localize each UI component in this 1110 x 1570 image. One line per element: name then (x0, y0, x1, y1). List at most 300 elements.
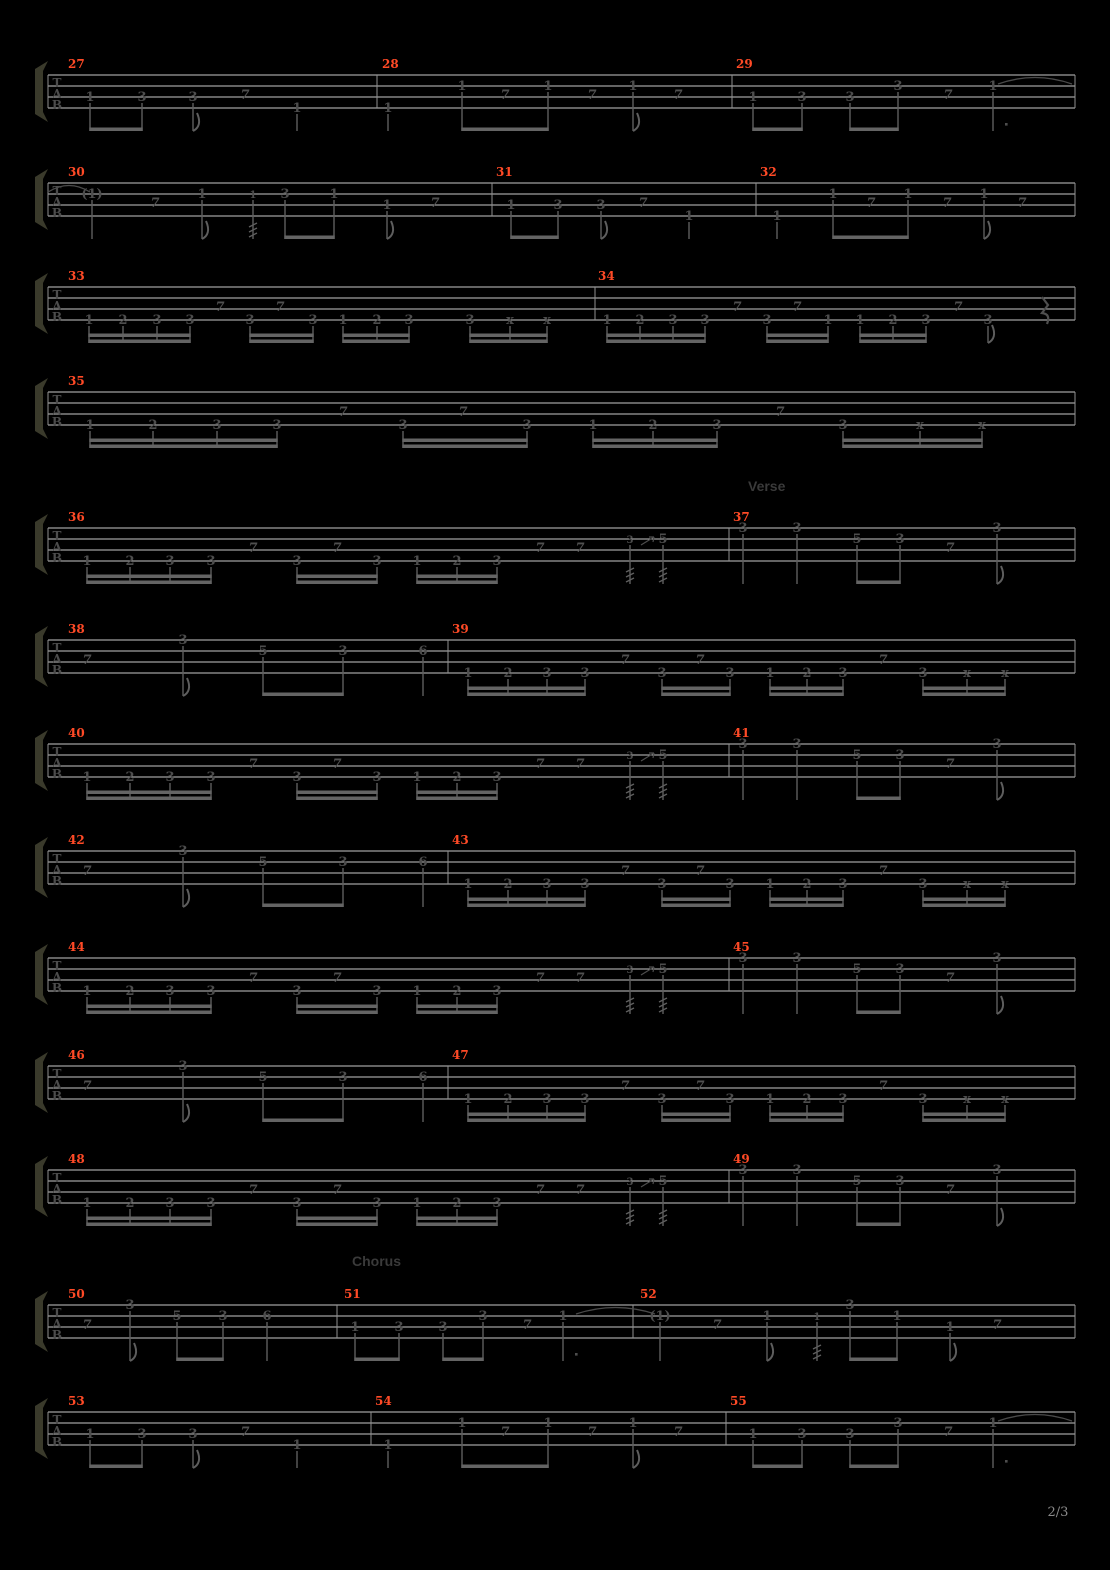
beam (86, 581, 211, 585)
fret-number: 3 (292, 770, 302, 785)
fret-number: 1 (292, 101, 302, 116)
beam (86, 1223, 211, 1227)
rest-eighth: 7 (248, 971, 258, 986)
beam (262, 1119, 343, 1123)
fret-number: 3 (725, 877, 735, 892)
tie (576, 1308, 655, 1315)
fret-number: 2 (125, 770, 135, 785)
fret-number: 2 (635, 313, 645, 328)
measure-number: 41 (733, 726, 750, 740)
flag (193, 1450, 199, 1468)
fret-number: 3 (206, 770, 216, 785)
fret-number: 2 (503, 1092, 513, 1107)
beam (262, 904, 343, 908)
beam (766, 340, 828, 344)
beam (766, 334, 828, 338)
rest-eighth: 7 (332, 971, 342, 986)
fret-number: 1 (82, 770, 92, 785)
measure-number: 27 (68, 57, 85, 71)
tab-system-1 (35, 57, 1075, 131)
fret-number: 3 (137, 1427, 147, 1442)
rest-eighth: 7 (338, 405, 348, 420)
fret-number: 1 (463, 666, 473, 681)
flag (997, 566, 1003, 584)
flag (997, 782, 1003, 800)
fret-number: 6 (418, 1070, 428, 1085)
fret-number: 1 (82, 554, 92, 569)
beam (856, 1011, 900, 1015)
beam (249, 334, 313, 338)
tab-clef-letter: A (52, 863, 62, 877)
rest-eighth: 7 (587, 1425, 597, 1440)
fret-number: 3 (792, 1163, 802, 1178)
rest-eighth: 7 (792, 300, 802, 315)
fret-number: 3 (206, 1196, 216, 1211)
fret-number: 1 (813, 1312, 821, 1323)
rest-eighth: 7 (240, 1425, 250, 1440)
fret-number: 5 (658, 1174, 668, 1189)
measure-number: 55 (730, 1394, 747, 1408)
rest-eighth: 7 (575, 541, 585, 556)
fret-number: (1) (81, 187, 103, 202)
tab-clef-letter: B (51, 98, 63, 112)
page-indicator: 2/3 (1047, 1505, 1069, 1520)
rest-eighth: 7 (535, 757, 545, 772)
rest-eighth: 7 (943, 1425, 953, 1440)
tab-system-11 (35, 1152, 1075, 1226)
beam (922, 687, 1005, 691)
fret-number: 3 (657, 1092, 667, 1107)
tab-clef-letter: T (52, 288, 62, 302)
fret-number: 3 (797, 1427, 807, 1442)
beam (922, 693, 1005, 697)
beam (416, 1223, 497, 1227)
flag (601, 221, 607, 239)
fret-number: 5 (258, 644, 268, 659)
measure-number: 38 (68, 622, 85, 636)
fret-number: 1 (558, 1309, 568, 1324)
tab-clef-letter: T (52, 641, 62, 655)
tab-clef-letter: A (52, 756, 62, 770)
measure-number: 46 (68, 1048, 85, 1062)
fret-number: 3 (292, 554, 302, 569)
fret-number: 3 (137, 90, 147, 105)
rest-eighth: 7 (500, 1425, 510, 1440)
fret-number: 1 (412, 554, 422, 569)
fret-number: 3 (178, 1059, 188, 1074)
system-bracket (35, 273, 48, 334)
fret-number: 3 (838, 877, 848, 892)
beam (467, 1113, 585, 1117)
beam (859, 340, 926, 344)
tab-clef-letter: A (52, 299, 62, 313)
fret-number: 2 (503, 877, 513, 892)
rest-eighth: 7 (638, 196, 648, 211)
fret-number: 3 (185, 313, 195, 328)
fret-number: 2 (802, 666, 812, 681)
tab-system-12 (35, 1287, 1075, 1361)
fret-number: 1 (457, 79, 467, 94)
fret-number: 1 (249, 190, 257, 201)
tab-clef-letter: T (52, 529, 62, 543)
measure-number: 45 (733, 940, 750, 954)
tab-clef-letter: A (52, 540, 62, 554)
beam (592, 445, 717, 449)
beam (856, 1223, 900, 1227)
fret-number: 3 (338, 855, 348, 870)
fret-number: 3 (338, 644, 348, 659)
fret-number: 1 (823, 313, 833, 328)
flag (633, 113, 639, 131)
fret-number: 3 (792, 951, 802, 966)
fret-number: 3 (712, 418, 722, 433)
rest-eighth: 7 (945, 1183, 955, 1198)
rest-eighth: 7 (535, 971, 545, 986)
fret-number: 3 (983, 313, 993, 328)
rest-eighth: 7 (992, 1318, 1002, 1333)
rest-eighth: 7 (82, 653, 92, 668)
fret-number: 3 (580, 877, 590, 892)
fret-number: 1 (84, 313, 94, 328)
rest-eighth: 7 (673, 1425, 683, 1440)
rest-eighth: 7 (332, 757, 342, 772)
measure-number: 28 (382, 57, 399, 71)
fret-number: 3 (394, 1320, 404, 1335)
system-bracket (35, 1398, 48, 1459)
tab-system-5 (35, 510, 1075, 584)
beam (510, 236, 558, 240)
fret-number: 3 (838, 666, 848, 681)
beam (89, 1465, 142, 1469)
system-bracket (35, 1156, 48, 1217)
fret-number: 1 (197, 187, 207, 202)
beam (296, 581, 377, 585)
fret-number: 2 (125, 984, 135, 999)
beam (296, 575, 377, 579)
measure-number: 51 (344, 1287, 361, 1301)
tab-clef-letter: B (51, 1435, 63, 1449)
measure-number: 49 (733, 1152, 750, 1166)
beam (86, 575, 211, 579)
fret-number: 1 (543, 79, 553, 94)
fret-number: 3 (792, 737, 802, 752)
fret-number: 3 (725, 1092, 735, 1107)
fret-number: x (916, 418, 924, 433)
fret-number: 1 (855, 313, 865, 328)
beam (461, 1465, 548, 1469)
beam (849, 1358, 897, 1362)
rest-eighth: 7 (945, 541, 955, 556)
rest-eighth: 7 (248, 757, 258, 772)
tie (998, 1415, 1072, 1422)
fret-number: 1 (684, 209, 694, 224)
rest-eighth: 7 (695, 653, 705, 668)
system-bracket (35, 378, 48, 439)
fret-number: 3 (845, 1427, 855, 1442)
fret-number: 3 (992, 521, 1002, 536)
fret-number: 3 (338, 1070, 348, 1085)
fret-number: 2 (125, 1196, 135, 1211)
fret-number: 5 (658, 962, 668, 977)
beam (88, 334, 190, 338)
fret-number: 3 (893, 1416, 903, 1431)
flag (387, 221, 393, 239)
beam (89, 128, 142, 132)
fret-number: 3 (438, 1320, 448, 1335)
fret-number: 1 (338, 313, 348, 328)
tab-system-9 (35, 940, 1075, 1014)
fret-number: 3 (206, 984, 216, 999)
rest-eighth: 7 (1017, 196, 1027, 211)
tab-clef-letter: T (52, 959, 62, 973)
fret-number: 2 (452, 554, 462, 569)
rest-eighth: 7 (673, 88, 683, 103)
fret-number: 1 (765, 666, 775, 681)
fret-number: 3 (178, 844, 188, 859)
beam (922, 1119, 1005, 1123)
beam (752, 128, 802, 132)
tab-clef-letter: B (51, 551, 63, 565)
fret-number: 1 (506, 198, 516, 213)
beam (442, 1358, 483, 1362)
tab-clef-letter: T (52, 184, 62, 198)
tab-system-10 (35, 1048, 1075, 1122)
tab-system-13 (35, 1394, 1075, 1468)
beam (769, 1119, 843, 1123)
tab-system-3 (35, 269, 1075, 343)
flag (130, 1343, 136, 1361)
beam (661, 693, 730, 697)
measure-number: 30 (68, 165, 85, 179)
rest-eighth: 7 (620, 1079, 630, 1094)
beam (661, 904, 730, 908)
beam (86, 1217, 211, 1221)
fret-number: 3 (218, 1309, 228, 1324)
fret-number: 3 (272, 418, 282, 433)
beam (842, 445, 982, 449)
fret-number: 2 (452, 984, 462, 999)
rest-eighth: 7 (248, 541, 258, 556)
flag (183, 678, 189, 696)
system-bracket (35, 730, 48, 791)
beam (769, 898, 843, 902)
fret-number: 1 (412, 1196, 422, 1211)
measure-number: 34 (598, 269, 615, 283)
fret-number: 3 (372, 1196, 382, 1211)
fret-number: 2 (148, 418, 158, 433)
measure-number: 52 (640, 1287, 657, 1301)
rest-eighth: 7 (712, 1318, 722, 1333)
beam (842, 439, 982, 443)
fret-number: 1 (628, 1416, 638, 1431)
fret-number: 3 (165, 770, 175, 785)
fret-number: 3 (626, 965, 634, 976)
fret-number: 5 (852, 1174, 862, 1189)
beam (856, 581, 900, 585)
rest-eighth: 7 (82, 1079, 92, 1094)
fret-number: 1 (85, 90, 95, 105)
fret-number: 1 (82, 1196, 92, 1211)
fret-number: 1 (85, 418, 95, 433)
flag (633, 1450, 639, 1468)
fret-number: 5 (258, 855, 268, 870)
fret-number: 3 (522, 418, 532, 433)
beam (467, 904, 585, 908)
rest-eighth: 7 (620, 653, 630, 668)
fret-number: 3 (992, 737, 1002, 752)
beam (284, 236, 334, 240)
fret-number: 1 (412, 984, 422, 999)
measure-number: 33 (68, 269, 85, 283)
fret-number: 5 (852, 532, 862, 547)
beam (606, 334, 705, 338)
fret-number: 1 (350, 1320, 360, 1335)
rest-eighth: 7 (942, 196, 952, 211)
rest-eighth: 7 (332, 1183, 342, 1198)
fret-number: 3 (372, 770, 382, 785)
fret-number: 6 (418, 644, 428, 659)
tab-clef-letter: A (52, 195, 62, 209)
fret-number: 2 (125, 554, 135, 569)
slide-arrow (641, 753, 654, 761)
system-bracket (35, 626, 48, 687)
beam (402, 445, 527, 449)
dot (1005, 1460, 1008, 1463)
flag (950, 1343, 956, 1361)
fret-number: 3 (553, 198, 563, 213)
section-label: Verse (748, 478, 786, 494)
tab-clef-letter: B (51, 1328, 63, 1342)
fret-number: 1 (292, 1438, 302, 1453)
flag (767, 1343, 773, 1361)
tab-clef-letter: A (52, 1424, 62, 1438)
fret-number: 3 (845, 1298, 855, 1313)
fret-number: 3 (738, 737, 748, 752)
slide-arrow (641, 1179, 654, 1187)
beam (849, 1465, 898, 1469)
rest-eighth: 7 (943, 88, 953, 103)
fret-number: 3 (657, 666, 667, 681)
tab-system-2 (35, 165, 1075, 239)
measure-number: 40 (68, 726, 85, 740)
fret-number: 1 (979, 187, 989, 202)
tab-clef-letter: A (52, 970, 62, 984)
beam (416, 575, 497, 579)
tab-clef-letter: T (52, 393, 62, 407)
fret-number: 1 (772, 209, 782, 224)
rest-eighth: 7 (878, 864, 888, 879)
fret-number: 1 (748, 90, 758, 105)
tab-clef-letter: T (52, 852, 62, 866)
beam (88, 340, 190, 344)
fret-number: 3 (292, 1196, 302, 1211)
fret-number: 1 (892, 1309, 902, 1324)
fret-number: 3 (465, 313, 475, 328)
rest-eighth: 7 (82, 864, 92, 879)
beam (769, 904, 843, 908)
fret-number: 3 (626, 535, 634, 546)
tab-clef-letter: T (52, 1306, 62, 1320)
fret-number: 3 (668, 313, 678, 328)
fret-number: 3 (792, 521, 802, 536)
section-label: Chorus (352, 1253, 401, 1269)
beam (661, 898, 730, 902)
fret-number: 5 (658, 532, 668, 547)
tab-clef-letter: B (51, 874, 63, 888)
fret-number: 2 (802, 877, 812, 892)
fret-number: 3 (762, 313, 772, 328)
system-bracket (35, 61, 48, 122)
flag (984, 221, 990, 239)
rest-eighth: 7 (775, 405, 785, 420)
tab-clef-letter: T (52, 1171, 62, 1185)
slide-arrow (641, 537, 654, 545)
beam (469, 340, 547, 344)
measure-number: 31 (496, 165, 513, 179)
tab-clef-letter: T (52, 1413, 62, 1427)
fret-number: 2 (648, 418, 658, 433)
beam (89, 439, 277, 443)
fret-number: 3 (245, 313, 255, 328)
system-bracket (35, 1291, 48, 1352)
measure-number: 44 (68, 940, 85, 954)
beam (752, 1465, 802, 1469)
rest-eighth: 7 (587, 88, 597, 103)
rest-eighth: 7 (866, 196, 876, 211)
beam (849, 128, 898, 132)
flag (183, 1104, 189, 1122)
fret-number: 3 (165, 984, 175, 999)
fret-number: 1 (457, 1416, 467, 1431)
system-bracket (35, 169, 48, 230)
beam (416, 1217, 497, 1221)
fret-number: 3 (580, 1092, 590, 1107)
rest-eighth: 7 (248, 1183, 258, 1198)
fret-number: 1 (382, 198, 392, 213)
tab-system-4 (35, 374, 1075, 448)
fret-number: 3 (478, 1309, 488, 1324)
fret-number: 1 (765, 877, 775, 892)
fret-number: 2 (452, 1196, 462, 1211)
system-bracket (35, 1052, 48, 1113)
beam (859, 334, 926, 338)
beam (86, 1005, 211, 1009)
tab-clef-letter: B (51, 415, 63, 429)
fret-number: 1 (85, 1427, 95, 1442)
fret-number: 1 (383, 1438, 393, 1453)
rest-eighth: 7 (82, 1318, 92, 1333)
fret-number: 3 (178, 633, 188, 648)
fret-number: 2 (452, 770, 462, 785)
tab-clef-letter: B (51, 310, 63, 324)
fret-number: 1 (988, 79, 998, 94)
beam (402, 439, 527, 443)
fret-number: 5 (852, 748, 862, 763)
fret-number: 3 (206, 554, 216, 569)
fret-number: x (978, 418, 986, 433)
flag (997, 1208, 1003, 1226)
beam (832, 236, 908, 240)
fret-number: 3 (738, 521, 748, 536)
fret-number: 2 (372, 313, 382, 328)
beam (467, 687, 585, 691)
fret-number: 3 (921, 313, 931, 328)
fret-number: 3 (492, 554, 502, 569)
fret-number: 5 (852, 962, 862, 977)
rest-eighth: 7 (878, 1079, 888, 1094)
beam (296, 797, 377, 801)
tab-clef-letter: A (52, 1078, 62, 1092)
